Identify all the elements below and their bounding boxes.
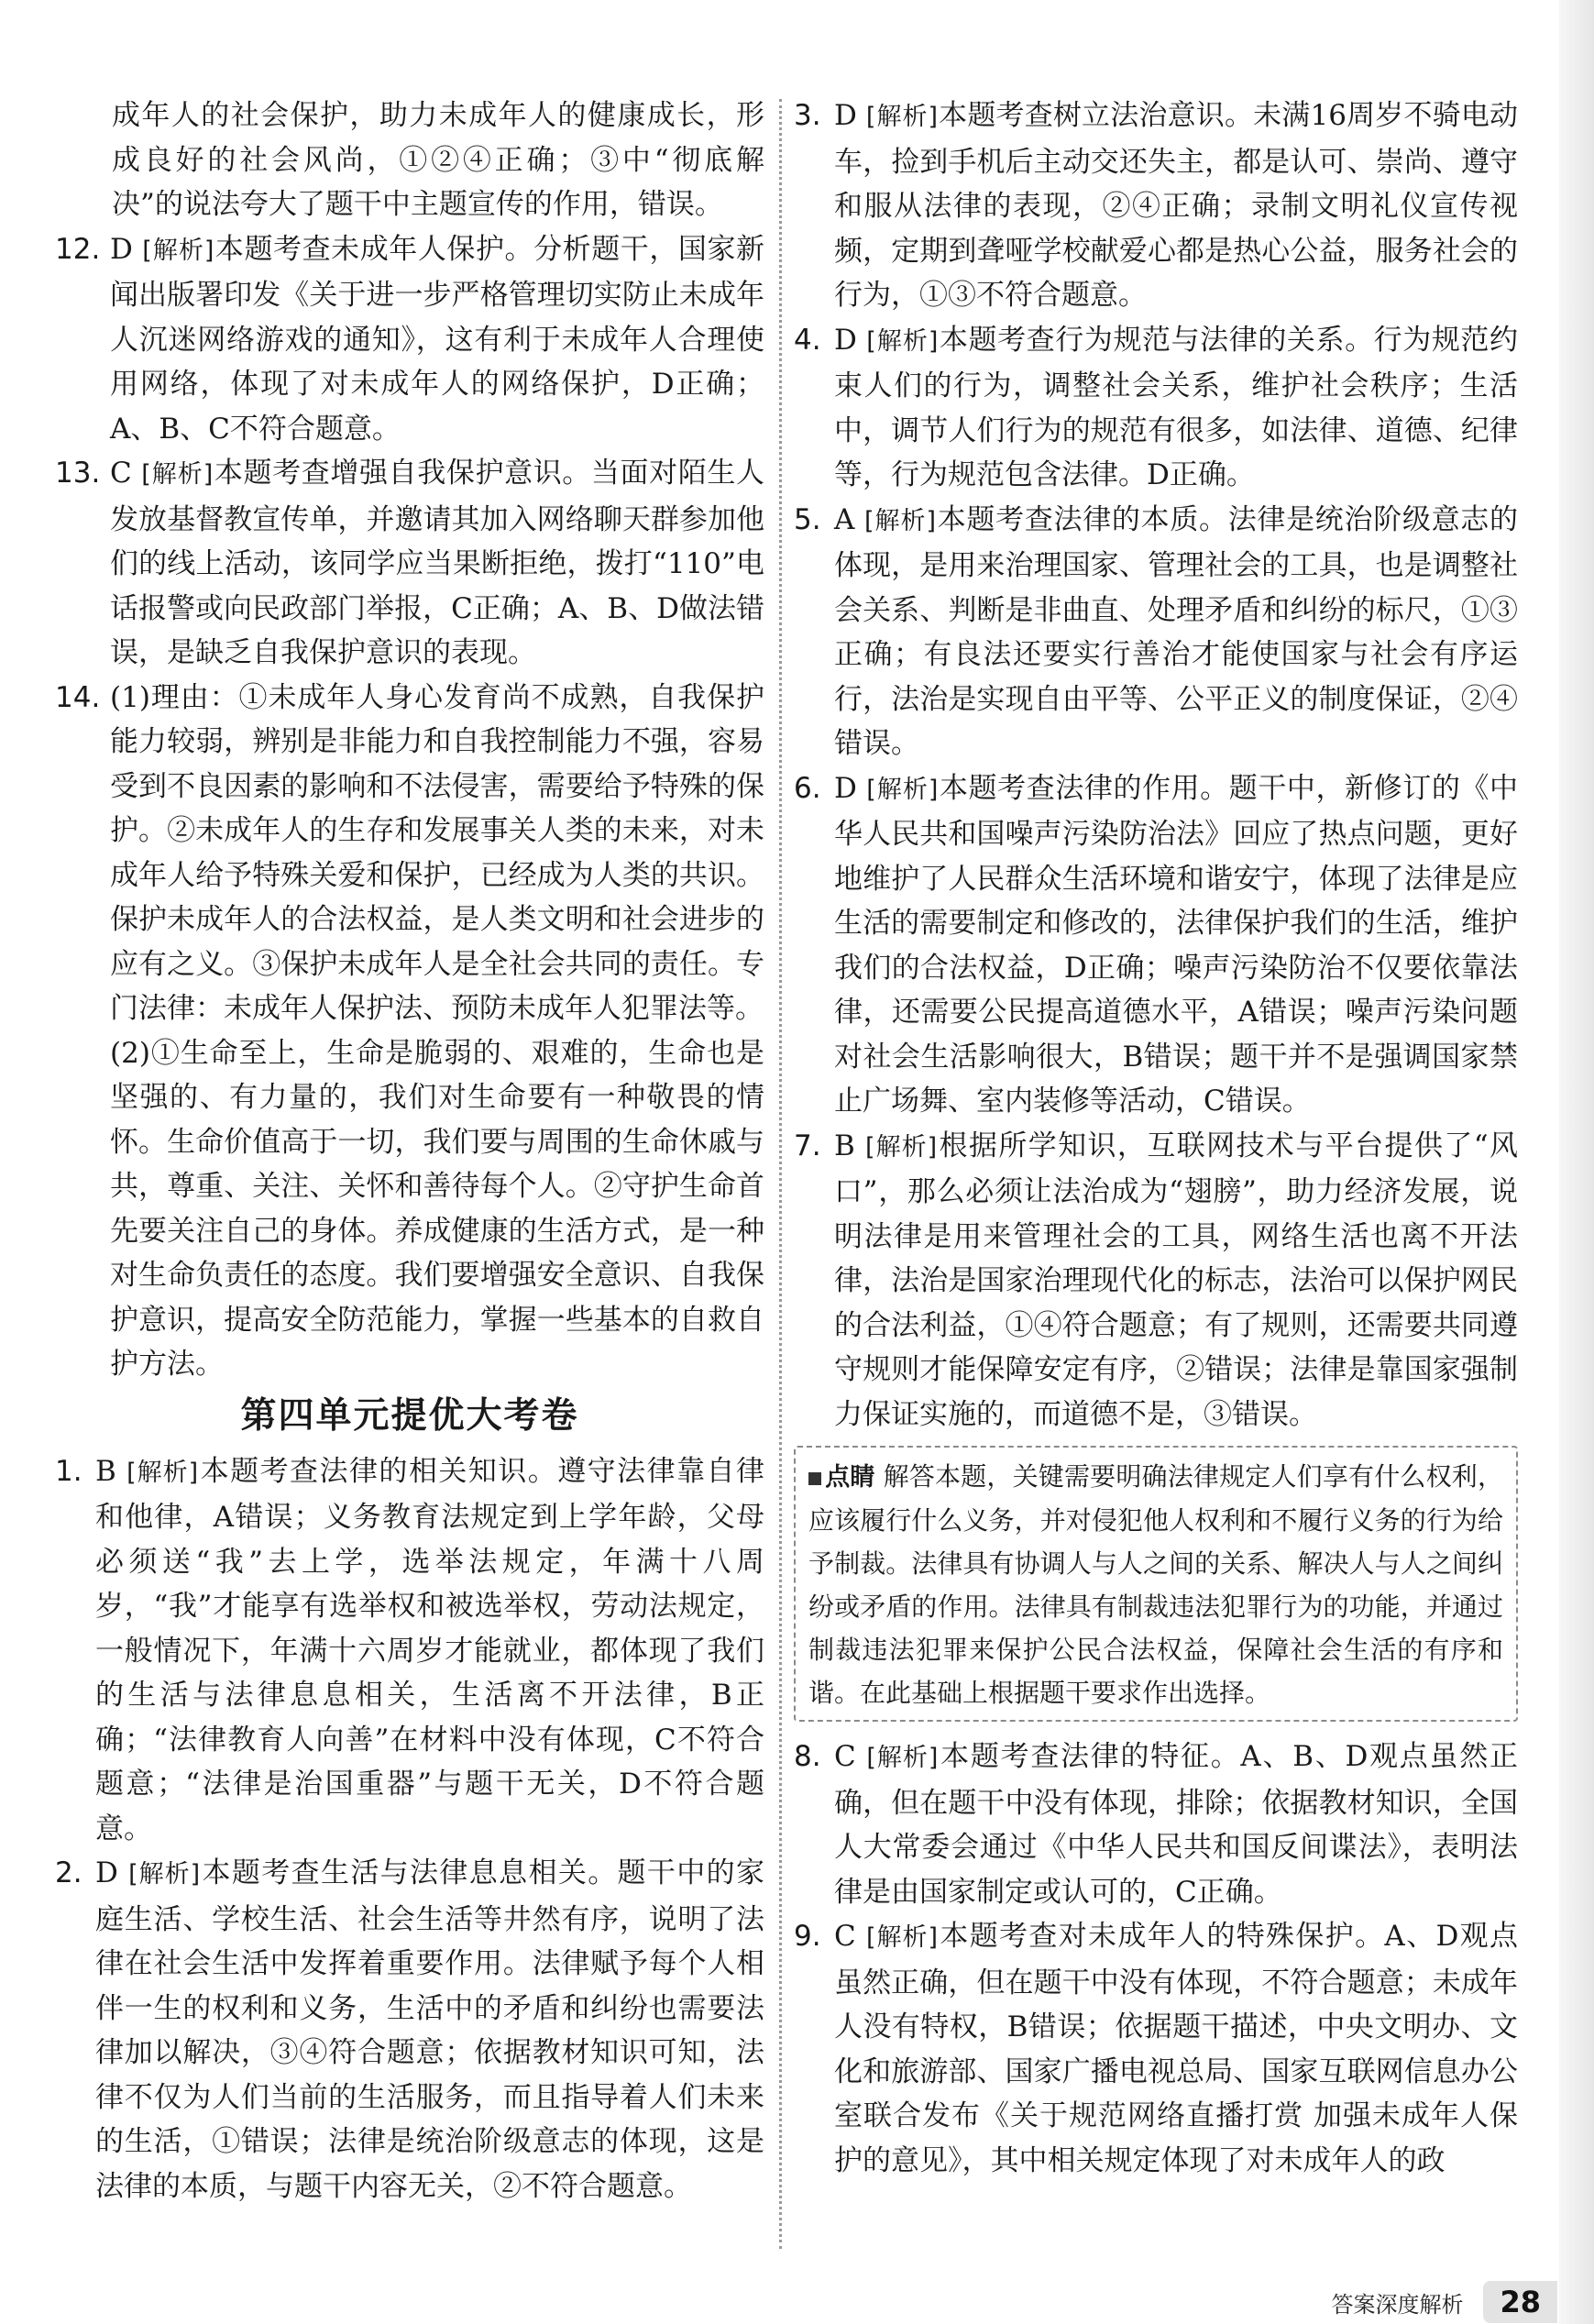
- continuation-text: 成年人的社会保护，助力未成年人的健康成长，形成良好的社会风尚，①②④正确；③中“彻底解决”的说法夸大了题干中主题宣传的作用，错误。: [112, 99, 764, 221]
- key-point-label: 点睛: [825, 1463, 875, 1492]
- item-14-part-2: (2)①生命至上，生命是脆弱的、艰难的，生命也是坚强的、有力量的，我们对生命要有一种敬畏的情怀。生命价值高于一切，我们要与周围的生命休戚与共，尊重、关注、关怀和善待每个人。②守护生命首先要关注自己的身体。养成健康的生活方式，是一种对生命负责任的态度。我们要增强安全意识、自我保护意识，提高安全防范能力，掌握一些基本的自救自护方法。: [110, 1036, 764, 1381]
- item-explanation: 本题考查法律的相关知识。遵守法律靠自律和他律，A错误；义务教育法规定到上学年龄，父母必须送“我”去上学，选举法规定，年满十八周岁，“我”才能享有选举权和被选举权，劳动法规定，一般情况下，年满十六周岁才能就业，都体现了我们的生活与法律息息相关，生活离不开法律，B正确；“法律教育人向善”在材料中没有体现，C不符合题意；“法律是治国重器”与题干无关，D不符合题意。: [95, 1454, 765, 1845]
- item-explanation: 根据所学知识，互联网技术与平台提供了“风口”，那么必须让法治成为“翅膀”，助力经济发展，说明法律是用来管理社会的工具，网络生活也离不开法律，法治是国家治理现代化的标志，法治可以保护网民的合法利益，①④符合题意；有了规则，还需要共同遵守规则才能保障安定有序，②错误；法律是靠国家强制力保证实施的，而道德不是，③错误。: [834, 1129, 1518, 1431]
- answer-item-7: [794, 1124, 1518, 1437]
- analysis-tag: [解析]: [866, 326, 940, 356]
- analysis-tag: [解析]: [865, 1132, 939, 1162]
- item-number: 2.: [55, 1856, 82, 1889]
- analysis-tag: [解析]: [126, 1458, 200, 1487]
- key-point-text: 解答本题，关键需要明确法律规定人们享有什么权利，应该履行什么义务，并对侵犯他人权利和不履行义务的行为给予制裁。法律具有协调人与人之间的关系、解决人与人之间纠纷或矛盾的作用。法律具有制裁违法犯罪行为的功能，并通过制裁违法犯罪来保护公民合法权益，保障社会生活的有序和谐。在此基础上根据题干要求作出选择。: [808, 1461, 1504, 1708]
- item-number: 14.: [55, 680, 101, 714]
- answer-item-3: [794, 94, 1518, 318]
- item-number: 13.: [55, 457, 101, 490]
- column-divider: [779, 99, 782, 2249]
- page-number: 28: [1483, 2281, 1557, 2323]
- item-number: 7.: [794, 1129, 821, 1162]
- page-footer: [1331, 2281, 1557, 2323]
- section-title: 第四单元提优大考卷: [240, 1394, 579, 1437]
- item-number: 4.: [794, 323, 821, 357]
- item-explanation: 本题考查生活与法律息息相关。题干中的家庭生活、学校生活、社会生活等井然有序，说明了法律在社会生活中发挥着重要作用。法律赋予每个人相伴一生的权利和义务，生活中的矛盾和纠纷也需要法律加以解决，③④符合题意；依据教材知识可知，法律不仅为人们当前的生活服务，而且指导着人们未来的生活，①错误；法律是统治阶级意志的体现，这是法律的本质，与题干内容无关，②不符合题意。: [95, 1856, 764, 2203]
- analysis-tag: [解析]: [142, 236, 215, 265]
- analysis-tag: [解析]: [128, 1860, 202, 1889]
- item-answer: A: [834, 502, 855, 536]
- answer-item-12: [55, 227, 764, 452]
- right-column: [794, 94, 1518, 2183]
- item-answer: D: [95, 1856, 118, 1889]
- item-number: 6.: [794, 771, 821, 805]
- item-number: 5.: [794, 502, 821, 536]
- answer-item-2: [55, 1851, 764, 2208]
- item-explanation: 本题考查法律的作用。题干中，新修订的《中华人民共和国噪声污染防治法》回应了热点问题，更好地维护了人民群众生活环境和谐安宁，体现了法律是应生活的需要制定和修改的，法律保护我们的生活，维护我们的合法权益，D正确；噪声污染防治不仅要依靠法律，还需要公民提高道德水平，A错误；噪声污染问题对社会生活影响很大，B错误；题干并不是强调国家禁止广场舞、室内装修等活动，C错误。: [834, 771, 1518, 1118]
- key-point-icon: [808, 1472, 821, 1485]
- answer-item-6: [794, 766, 1518, 1124]
- item-explanation: 本题考查未成年人保护。分析题干，国家新闻出版署印发《关于进一步严格管理切实防止未成年人沉迷网络游戏的通知》，这有利于未成年人合理使用网络，体现了对未成年人的网络保护，D正确；A、B、C不符合题意。: [110, 232, 765, 446]
- item-explanation: 本题考查树立法治意识。未满16周岁不骑电动车，捡到手机后主动交还失主，都是认可、崇尚、遵守和服从法律的表现，②④正确；录制文明礼仪宣传视频，定期到聋哑学校献爱心都是热心公益，服务社会的行为，①③不符合题意。: [834, 99, 1519, 312]
- answer-item-4: [794, 318, 1518, 498]
- footer-label: 答案深度解析: [1331, 2291, 1464, 2318]
- analysis-tag: [解析]: [863, 506, 938, 535]
- analysis-tag: [解析]: [866, 1744, 940, 1772]
- item-number: 3.: [794, 99, 821, 132]
- analysis-tag: [解析]: [865, 103, 939, 131]
- item-explanation: 本题考查增强自我保护意识。当面对陌生人发放基督教宣传单，并邀请其加入网络聊天群参加他们的线上活动，该同学应当果断拒绝，拨打“110”电话报警或向民政部门举报，C正确；A、B、D做法错误，是缺乏自我保护意识的表现。: [110, 457, 765, 669]
- item-answer: D: [834, 323, 857, 357]
- item-answer: C: [834, 1920, 856, 1953]
- item-explanation: 本题考查对未成年人的特殊保护。A、D观点虽然正确，但在题干中没有体现，不符合题意；未成年人没有特权，B错误；依据题干描述，中央文明办、文化和旅游部、国家广播电视总局、国家互联网信息办公室联合发布《关于规范网络直播打赏 加强未成年人保护的意见》，其中相关规定体现了对未成年人的政: [834, 1920, 1518, 2177]
- item-answer: D: [834, 771, 857, 805]
- item-answer: B: [834, 1129, 855, 1162]
- analysis-tag: [解析]: [141, 460, 214, 489]
- item-answer: B: [95, 1454, 116, 1488]
- item-explanation: 本题考查法律的本质。法律是统治阶级意志的体现，是用来治理国家、管理社会的工具，也是调整社会关系、判断是非曲直、处理矛盾和纠纷的标尺，①③正确；有良法还要实行善治才能使国家与社会有序运行，法治是实现自由平等、公平正义的制度保证，②④错误。: [834, 502, 1519, 760]
- item-explanation: 本题考查法律的特征。A、B、D观点虽然正确，但在题干中没有体现，排除；依据教材知识，全国人大常委会通过《中华人民共和国反间谍法》，表明法律是由国家制定或认可的，C正确。: [834, 1740, 1518, 1909]
- answer-item-14: [55, 676, 764, 1387]
- analysis-tag: [解析]: [865, 1923, 940, 1952]
- item-answer: C: [110, 457, 132, 490]
- item-number: 1.: [55, 1454, 82, 1488]
- item-number: 12.: [55, 232, 101, 266]
- item-answer: C: [834, 1740, 856, 1773]
- page-edge-shadow: [1559, 0, 1594, 2324]
- item-number: 9.: [794, 1920, 821, 1953]
- answer-item-13: [55, 451, 764, 676]
- item-answer: D: [110, 232, 133, 266]
- answer-item-5: [794, 498, 1518, 766]
- answer-item-1: [55, 1449, 764, 1852]
- item-number: 8.: [794, 1740, 821, 1773]
- left-column: [55, 94, 764, 2208]
- answer-item-9: [794, 1914, 1518, 2183]
- analysis-tag: [解析]: [866, 775, 940, 804]
- item-explanation: 本题考查行为规范与法律的关系。行为规范约束人们的行为，调整社会关系，维护社会秩序；生活中，调节人们行为的规范有很多，如法律、道德、纪律等，行为规范包含法律。D正确。: [834, 323, 1518, 491]
- item-14-part-1: (1)理由：①未成年人身心发育尚不成熟，自我保护能力较弱，辨别是非能力和自我控制能力不强，容易受到不良因素的影响和不法侵害，需要给予特殊的保护。②未成年人的生存和发展事关人类的未来，对未成年人给予特殊关爱和保护，已经成为人类的共识。保护未成年人的合法权益，是人类文明和社会进步的应有之义。③保护未成年人是全社会共同的责任。专门法律：未成年人保护法、预防未成年人犯罪法等。: [110, 680, 764, 1025]
- item-answer: D: [834, 99, 857, 132]
- key-point-box: [794, 1446, 1518, 1722]
- answer-item-8: [794, 1735, 1518, 1914]
